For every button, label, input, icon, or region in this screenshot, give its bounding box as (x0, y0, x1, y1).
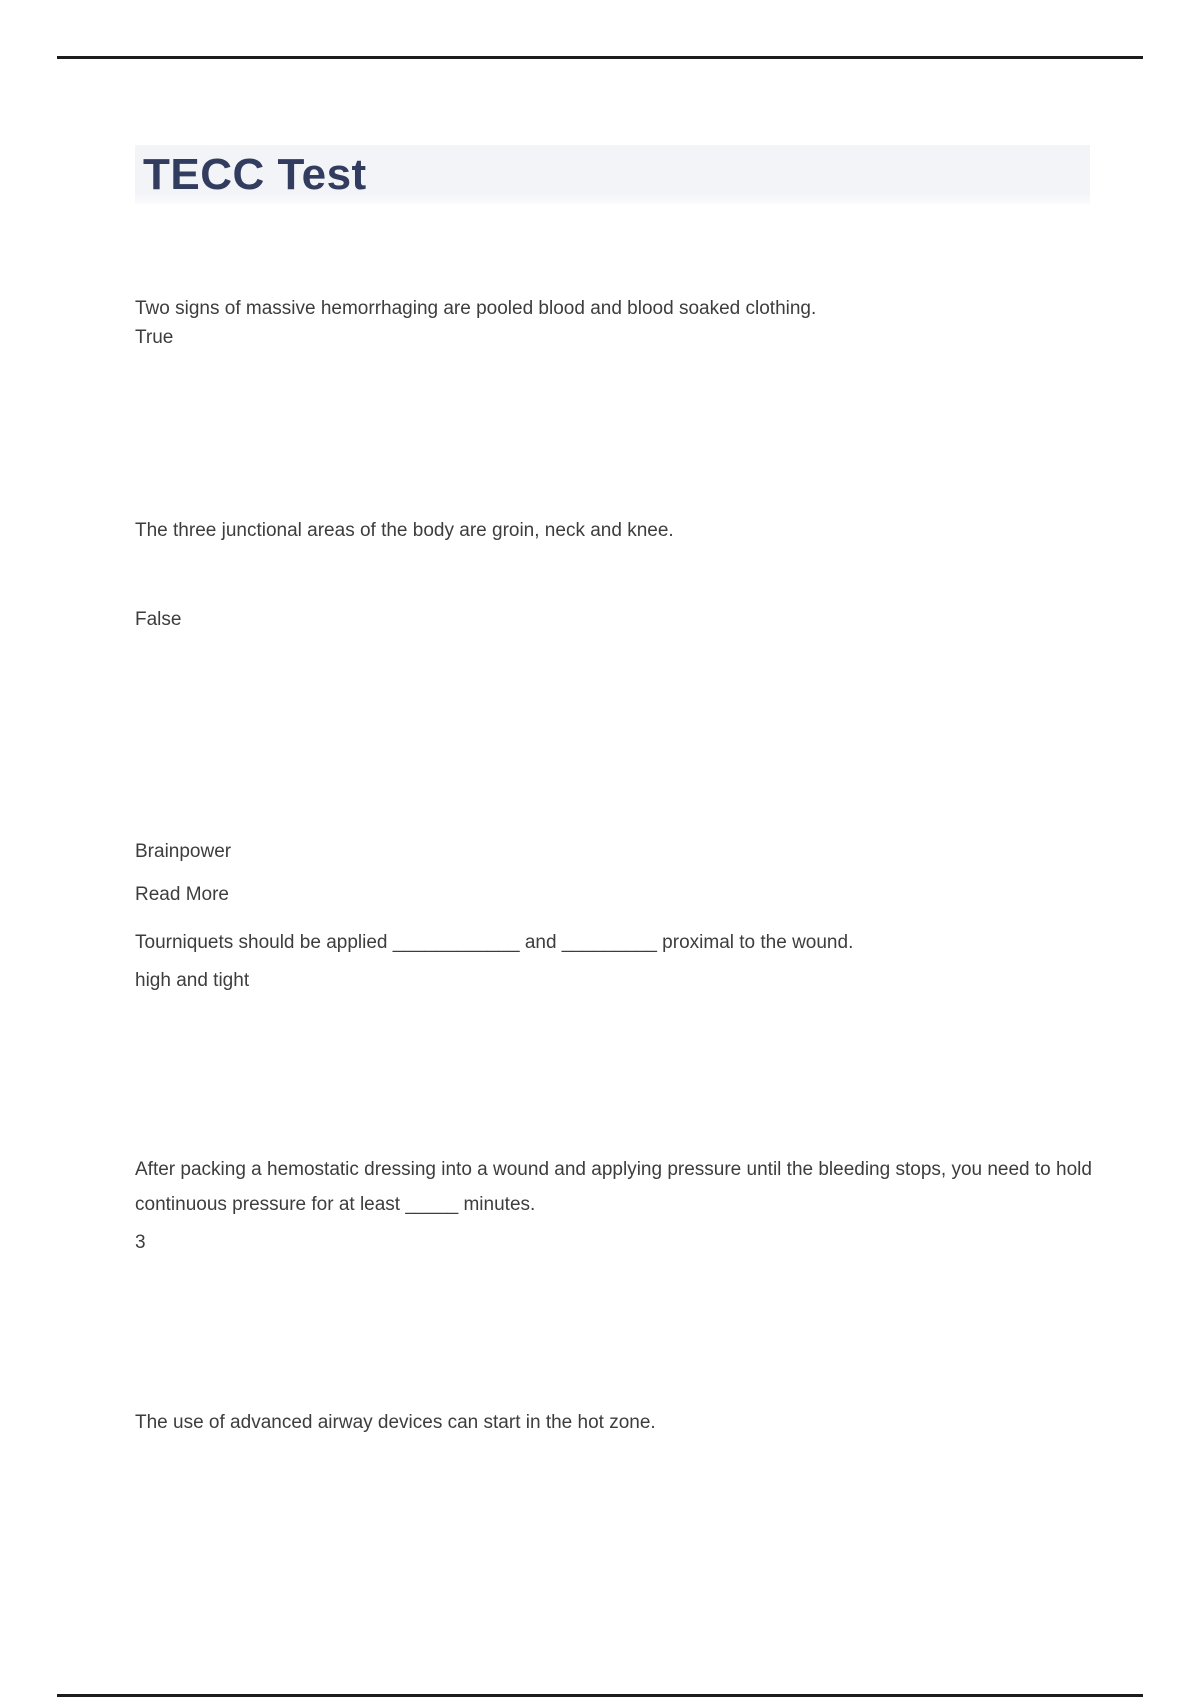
page-bottom-rule (57, 1694, 1143, 1697)
question-text-3: Tourniquets should be applied ____________ and _________ proximal to the wound. (135, 932, 854, 953)
answer-text-3: high and tight (135, 970, 250, 991)
page-title: TECC Test (143, 149, 367, 199)
page-top-rule (57, 56, 1143, 59)
brainpower-label: Brainpower (135, 841, 232, 862)
read-more-link: Read More (135, 884, 229, 905)
answer-text-4: 3 (135, 1232, 146, 1253)
question-text-2: The three junctional areas of the body are groin, neck and knee. (135, 520, 674, 541)
title-highlight-bar (135, 145, 1090, 204)
question-text-4: After packing a hemostatic dressing into a wound and applying pressure until the bleeding stops, you need to hold continuous pressure for at least _____ minutes. (135, 1159, 1092, 1215)
answer-text-2: False (135, 609, 182, 630)
question-text-5: The use of advanced airway devices can start in the hot zone. (135, 1412, 656, 1433)
answer-text-1: True (135, 327, 174, 348)
question-text-1: Two signs of massive hemorrhaging are pooled blood and blood soaked clothing. (135, 298, 817, 319)
